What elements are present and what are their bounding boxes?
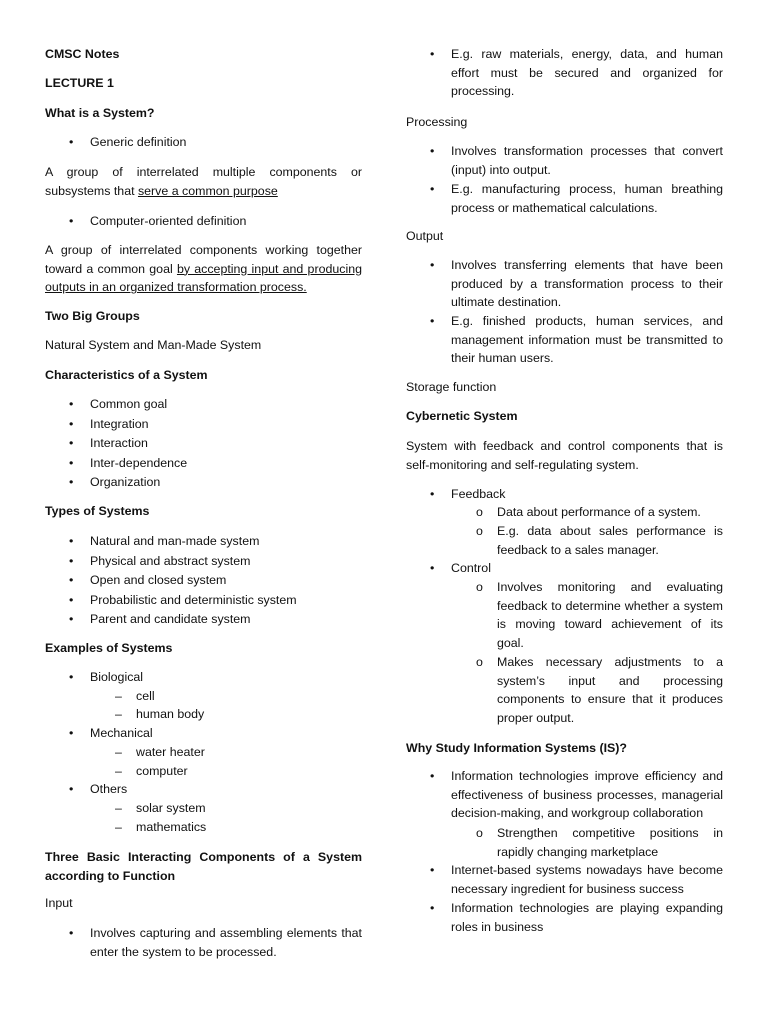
bullet-icon: • [69,436,74,450]
list-item: • Parent and candidate system [45,610,362,629]
list-item: • Biological [45,668,362,687]
bullet-icon: • [430,314,435,328]
section-heading: Types of Systems [45,504,150,518]
dash-icon: – [115,763,122,778]
subsection-label: Storage function [406,380,497,394]
dash-icon: – [115,800,122,815]
circle-bullet-icon: o [476,505,483,519]
section-heading: What is a System? [45,106,155,120]
bullet-icon: • [69,573,74,587]
list-item: • Organization [45,473,362,492]
list-item: • Physical and abstract system [45,552,362,571]
dash-icon: – [115,688,122,703]
bullet-icon: • [430,487,435,501]
list-item: • Common goal [45,395,362,414]
lecture-label: LECTURE 1 [45,76,114,90]
list-item: • Mechanical [45,724,362,743]
section-heading: Three Basic Interacting Components of a System according to Function [45,850,362,883]
circle-bullet-icon: o [476,524,483,538]
subsection-label: Output [406,229,444,243]
paragraph: Natural System and Man-Made System [45,338,262,352]
section-heading: Two Big Groups [45,309,140,323]
section-heading: Examples of Systems [45,641,173,655]
paragraph: A group of interrelated components working together toward a common goal by accepting input and producing outputs in an organized transformation process. [45,243,362,295]
list-item: • Open and closed system [45,571,362,590]
bullet-icon: • [430,769,435,783]
bullet-icon: • [430,561,435,575]
section-heading: Why Study Information Systems (IS)? [406,741,627,755]
bullet-icon: • [69,416,74,431]
bullet-icon: • [69,612,74,626]
bullet-icon: • [430,863,435,877]
bullet-icon: • [69,455,74,470]
paragraph: System with feedback and control components that is self-monitoring and self-regulating system. [406,439,723,472]
list-item: • Probabilistic and deterministic system [45,591,362,610]
bullet-icon: • [430,182,435,196]
dash-icon: – [115,707,122,722]
bullet-icon: • [69,670,74,684]
subsection-label: Processing [406,115,468,129]
list-item: – water heater [45,743,362,762]
bullet-icon: • [69,782,74,797]
bullet-icon: • [69,214,74,228]
list-item: • Natural and man-made system [45,532,362,551]
bullet-icon: • [430,144,435,158]
circle-bullet-icon: o [476,580,483,594]
bullet-icon: • [430,47,435,61]
bullet-icon: • [430,258,435,272]
section-heading: Characteristics of a System [45,368,208,382]
dash-icon: – [115,744,122,759]
list-item: – computer [45,762,362,781]
paragraph: A group of interrelated multiple components or subsystems that serve a common purpose [45,165,362,198]
bullet-icon: • [69,726,74,741]
bullet-icon: • [69,397,74,411]
bullet-icon: • [69,475,74,489]
list-item: • Integration [45,415,362,434]
bullet-icon: • [69,592,74,607]
bullet-icon: • [430,901,435,915]
list-item: – cell [45,687,362,706]
bullet-icon: • [69,553,74,568]
list-item: • Inter-dependence [45,454,362,473]
list-item: – mathematics [45,818,362,837]
subsection-label: Input [45,896,73,910]
bullet-icon: • [69,135,74,149]
bullet-icon: • [69,534,74,548]
list-item: • Interaction [45,434,362,453]
bullet-icon: • [69,926,74,940]
circle-bullet-icon: o [476,655,483,669]
dash-icon: – [115,819,122,834]
section-heading: Cybernetic System [406,409,518,423]
circle-bullet-icon: o [476,826,483,840]
doc-title: CMSC Notes [45,47,120,61]
list-item: – human body [45,705,362,724]
list-item: – solar system [45,799,362,818]
list-item: • Others [45,780,362,799]
